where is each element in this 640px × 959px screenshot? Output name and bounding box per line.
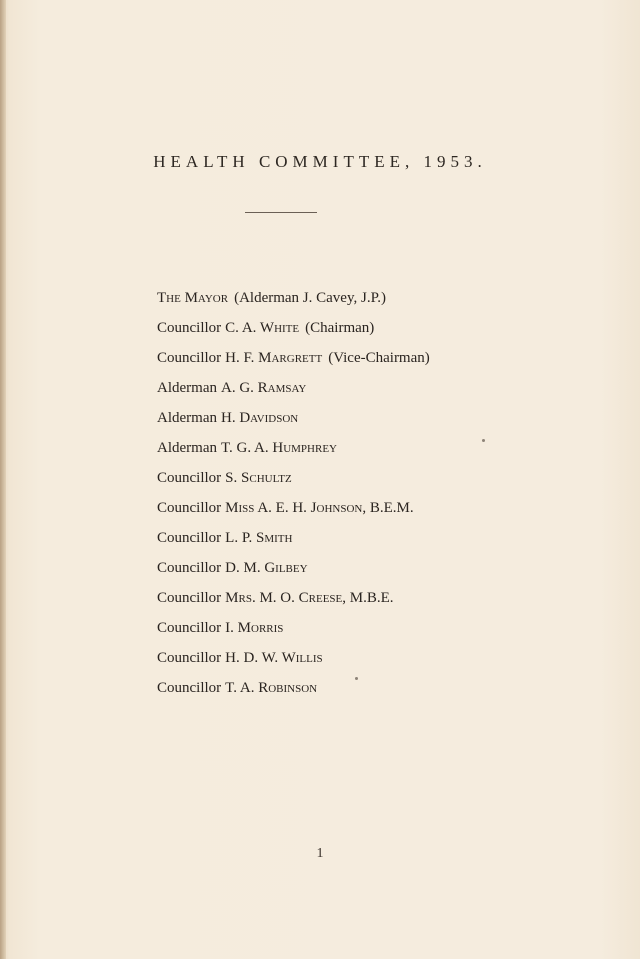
member-name: T. G. A. Humphrey: [220, 440, 337, 456]
member-name: Miss A. E. H. Johnson, B.E.M.: [225, 500, 414, 516]
title-divider: [245, 212, 317, 213]
member-role: Councillor: [157, 560, 222, 576]
member-role: Councillor: [157, 530, 222, 546]
member-role: Councillor: [157, 500, 222, 516]
member-row: [157, 613, 597, 643]
paper-speck: [482, 439, 485, 442]
page-spine-shadow: [0, 0, 6, 959]
member-row: [157, 403, 597, 433]
member-detail: (Alderman J. Cavey, J.P.): [234, 290, 386, 306]
member-role: Alderman: [157, 410, 217, 426]
member-name: D. M. Gilbey: [225, 560, 308, 576]
member-name: C. A. White: [225, 320, 300, 336]
member-row: [157, 493, 597, 523]
member-row: [157, 643, 597, 673]
member-detail: (Vice-Chairman): [328, 350, 430, 366]
member-role: Councillor: [157, 350, 222, 366]
document-title: HEALTH COMMITTEE, 1953.: [153, 152, 487, 171]
member-role: Alderman: [157, 440, 217, 456]
member-row: [157, 373, 597, 403]
member-role: Councillor: [157, 650, 222, 666]
member-name: H. D. W. Willis: [225, 650, 323, 666]
member-role: Councillor: [157, 320, 222, 336]
member-name: A. G. Ramsay: [220, 380, 307, 396]
member-name: The Mayor: [157, 290, 229, 306]
member-name: L. P. Smith: [225, 530, 293, 546]
member-role: Alderman: [157, 380, 217, 396]
committee-member-list: [157, 283, 597, 703]
member-role: Councillor: [157, 680, 222, 696]
member-role: Councillor: [157, 470, 222, 486]
member-name: H. F. Margrett: [225, 350, 323, 366]
member-row: [157, 523, 597, 553]
member-row: [157, 673, 597, 703]
member-row: [157, 463, 597, 493]
member-row: [157, 433, 597, 463]
member-name: S. Schultz: [225, 470, 292, 486]
member-name: I. Morris: [225, 620, 284, 636]
member-role: Councillor: [157, 620, 222, 636]
member-name: H. Davidson: [220, 410, 299, 426]
member-detail: (Chairman): [305, 320, 375, 336]
member-row: [157, 583, 597, 613]
member-row: [157, 343, 597, 373]
page-number: 1: [316, 846, 324, 861]
member-name: T. A. Robinson: [225, 680, 318, 696]
member-role: Councillor: [157, 590, 222, 606]
member-row: [157, 553, 597, 583]
member-row: [157, 313, 597, 343]
member-name: Mrs. M. O. Creese, M.B.E.: [225, 590, 394, 606]
paper-speck: [355, 677, 358, 680]
member-row: [157, 283, 597, 313]
